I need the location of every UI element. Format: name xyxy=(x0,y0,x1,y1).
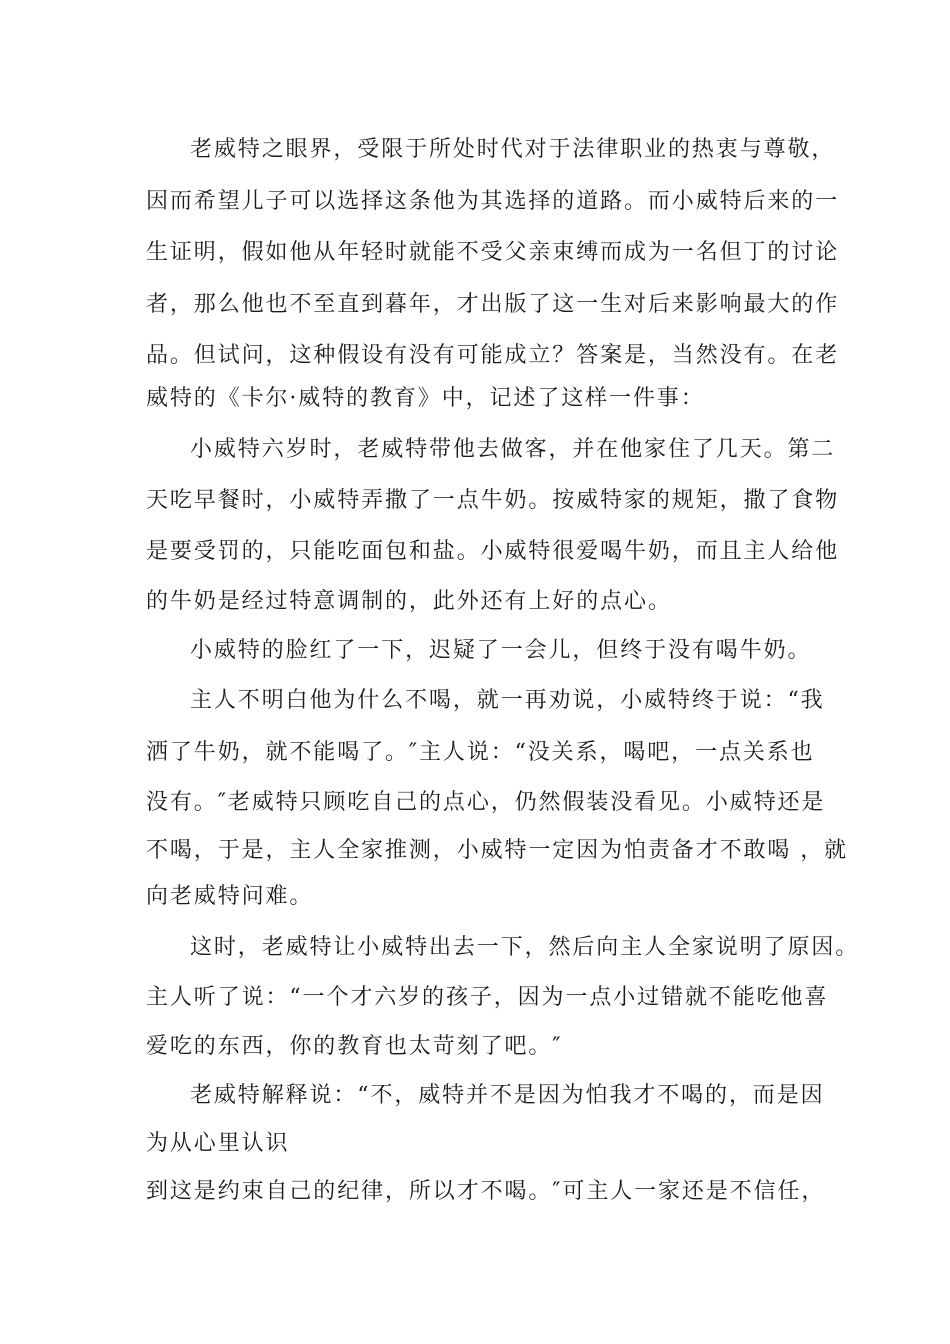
text-line: 到这是约束自己的纪律，所以才不喝。″可主人一家还是不信任， xyxy=(146,1179,826,1204)
text-line: 不喝，于是，主人全家推测，小威特一定因为怕责备才不敢喝 ，就 xyxy=(146,838,848,863)
text-line: 威特的《卡尔·威特的教育》中，记述了这样一件事： xyxy=(146,386,705,411)
text-line: 主人听了说：“一个才六岁的孩子，因为一点小过错就不能吃他喜 xyxy=(146,985,829,1010)
text-line: 为从心里认识 xyxy=(146,1131,290,1156)
text-line: 者，那么他也不至直到暮年，才出版了这一生对后来影响最大的作 xyxy=(146,292,840,317)
text-line: 主人不明白他为什么不喝，就一再劝说，小威特终于说：“我 xyxy=(190,688,825,713)
text-line: 是要受罚的，只能吃面包和盐。小威特很爱喝牛奶，而且主人给他 xyxy=(146,539,840,564)
text-line: 小威特的脸红了一下，迟疑了一会儿，但终于没有喝牛奶。 xyxy=(190,638,812,663)
text-line: 没有。″老威特只顾吃自己的点心，仍然假装没看见。小威特还是 xyxy=(146,790,826,815)
text-line: 这时，老威特让小威特出去一下，然后向主人全家说明了原因。 xyxy=(190,935,860,960)
text-line: 爱吃的东西，你的教育也太苛刻了吧。″ xyxy=(146,1034,563,1059)
text-line: 小威特六岁时，老威特带他去做客，并在他家住了几天。第二 xyxy=(190,437,836,462)
text-line: 品。但试问，这种假设有没有可能成立？答案是，当然没有。在老 xyxy=(146,343,840,368)
text-line: 因而希望儿子可以选择这条他为其选择的道路。而小威特后来的一 xyxy=(146,189,840,214)
text-line: 向老威特问难。 xyxy=(146,884,314,909)
text-line: 老威特解释说：“不，威特并不是因为怕我才不喝的，而是因 xyxy=(190,1083,825,1108)
text-line: 的牛奶是经过特意调制的，此外还有上好的点心。 xyxy=(146,589,672,614)
text-line: 老威特之眼界，受限于所处时代对于法律职业的热衷与尊敬， xyxy=(190,137,836,162)
text-line: 生证明，假如他从年轻时就能不受父亲束缚而成为一名但丁的讨论 xyxy=(146,240,840,265)
text-line: 洒了牛奶，就不能喝了。″主人说：“没关系，喝吧，一点关系也 xyxy=(146,740,815,765)
text-line: 天吃早餐时，小威特弄撒了一点牛奶。按威特家的规矩，撒了食物 xyxy=(146,488,840,513)
